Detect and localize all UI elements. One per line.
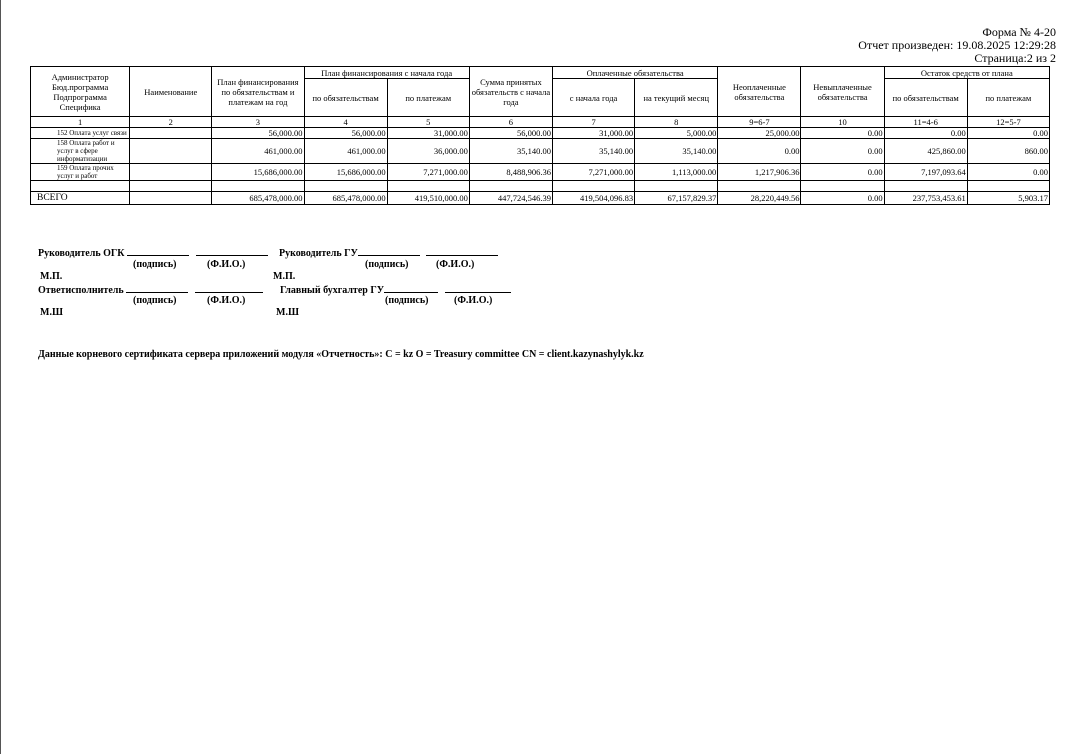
- fio-caption: (Ф.И.О.): [207, 295, 246, 306]
- sign-caption: (подпись): [385, 295, 429, 306]
- table-row: 159 Оплата прочих услуг и работ 15,686,000.00 15,686,000.00 7,271,000.00 8,488,906.36 7,271,000.00 1,113,000.00 1,217,906.36 0.00 7,197,093.64 0.00: [31, 164, 1050, 181]
- page-number: Страница:2 из 2: [974, 51, 1056, 65]
- col-unpaid-header: Неоплаченные обязательства: [718, 67, 801, 117]
- stamp-mp: М.П.: [40, 271, 63, 282]
- stamp-msh: М.Ш: [276, 307, 299, 318]
- spacer-row: [31, 181, 1050, 192]
- sign-caption: (подпись): [365, 259, 409, 270]
- fio-caption: (Ф.И.О.): [436, 259, 475, 270]
- sign-caption: (подпись): [133, 295, 177, 306]
- stamp-msh: М.Ш: [40, 307, 63, 318]
- signature-ogk-head: Руководитель ОГК: [38, 246, 268, 259]
- col-paid-month-header: на текущий месяц: [635, 79, 718, 117]
- table-row: 152 Оплата услуг связи 56,000.00 56,000.00 31,000.00 56,000.00 31,000.00 5,000.00 25,000.00 0.00 0.00 0.00: [31, 128, 1050, 139]
- col-rest-pay-header: по платежам: [967, 79, 1049, 117]
- table-row: 158 Оплата работ и услуг в сфере информатизации 461,000.00 461,000.00 36,000.00 35,140.00 35,140.00 35,140.00 0.00 0.00 425,860.00 860.00: [31, 139, 1050, 164]
- col-plan-header: План финансирования по обязательствам и платежам на год: [212, 67, 304, 117]
- col-rest-obl-header: по обязательствам: [884, 79, 967, 117]
- col-paid-year-header: с начала года: [552, 79, 634, 117]
- signature-responsible: Ответисполнитель: [38, 283, 263, 296]
- col-name-header: Наименование: [130, 67, 212, 117]
- page-border: [0, 0, 1, 754]
- col-admin-header: Администратор Бюд.программа Подпрограмма Специфика: [31, 67, 130, 117]
- produced-timestamp: Отчет произведен: 19.08.2025 12:29:28: [858, 38, 1056, 52]
- rest-group-header: Остаток средств от плана: [884, 67, 1049, 79]
- plan-group-header: План финансирования с начала года: [304, 67, 469, 79]
- col-notpaid-header: Невыплаченные обязательства: [801, 67, 884, 117]
- certificate-info: Данные корневого сертификата сервера приложений модуля «Отчетность»: C = kz O = Treasury committee CN = client.kazynashylyk.kz: [38, 349, 644, 360]
- stamp-mp: М.П.: [273, 271, 296, 282]
- report-header: [858, 26, 1056, 65]
- paid-group-header: Оплаченные обязательства: [552, 67, 717, 79]
- index-row: 1 2 3 4 5 6 7 8 9=6-7 10 11=4-6 12=5-7: [31, 117, 1050, 128]
- total-label: ВСЕГО: [31, 192, 130, 205]
- fio-caption: (Ф.И.О.): [207, 259, 246, 270]
- signature-gu-head: Руководитель ГУ: [279, 246, 498, 259]
- total-row: ВСЕГО 685,478,000.00 685,478,000.00 419,510,000.00 447,724,546.39 419,504,096.83 67,157,829.37 28,220,449.56 0.00 237,753,453.61 5,903.17: [31, 192, 1050, 205]
- col-accepted-header: Сумма принятых обязательств с начала года: [469, 67, 552, 117]
- col-plan-obl-header: по обязательствам: [304, 79, 387, 117]
- report-table: [30, 66, 1050, 205]
- form-number: Форма № 4-20: [982, 25, 1056, 39]
- col-plan-pay-header: по платежам: [387, 79, 469, 117]
- sign-caption: (подпись): [133, 259, 177, 270]
- signature-chief-accountant: Главный бухгалтер ГУ: [280, 283, 511, 296]
- fio-caption: (Ф.И.О.): [454, 295, 493, 306]
